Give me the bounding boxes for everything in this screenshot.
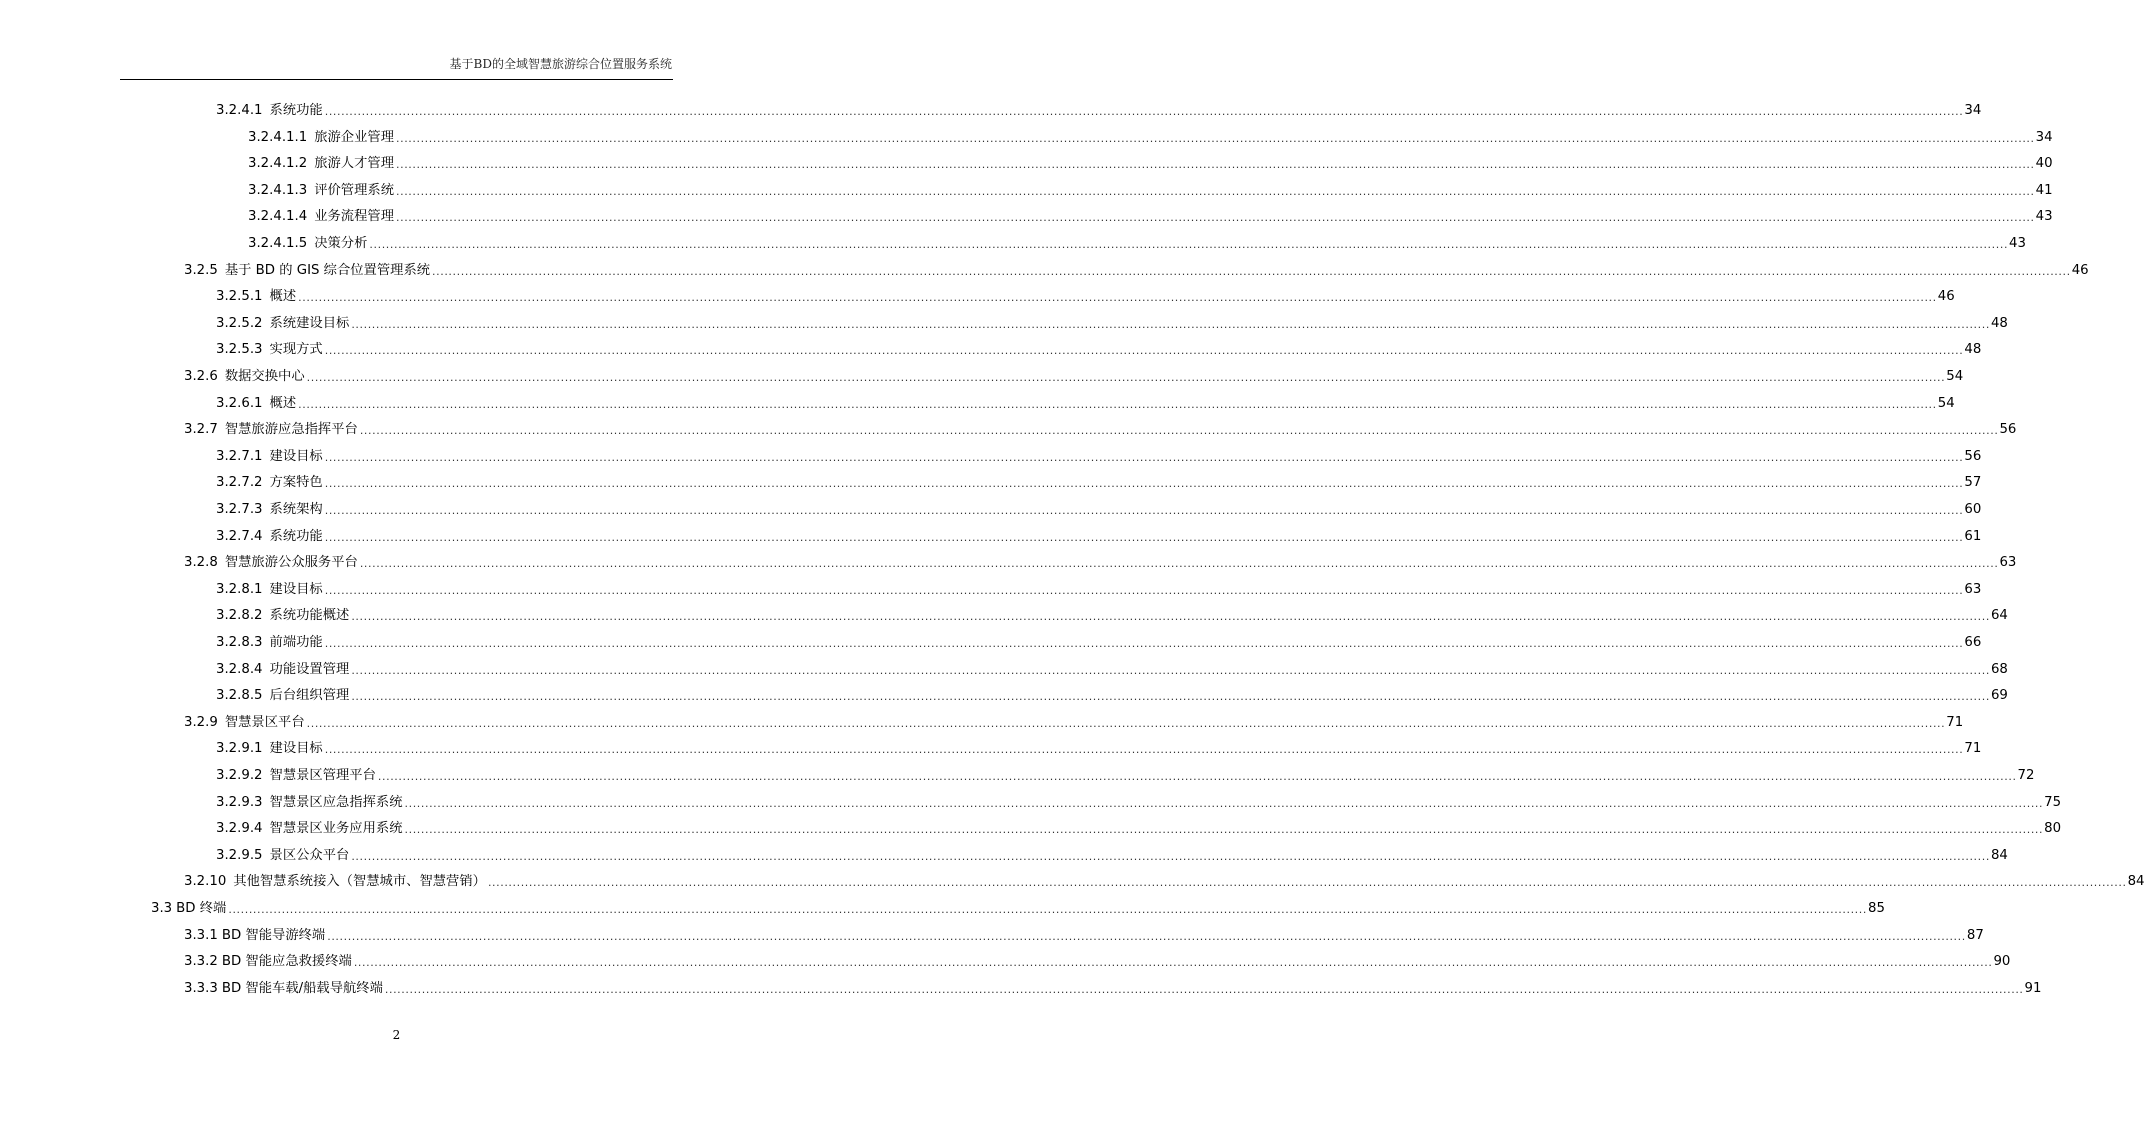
toc-entry-title: 建设目标 bbox=[269, 448, 323, 464]
toc-entry-title: BD 智能车载/船载导航终端 bbox=[221, 980, 383, 996]
toc-entry-title: 前端功能 bbox=[269, 635, 323, 650]
toc-entry-title: 智慧景区平台 bbox=[224, 714, 305, 730]
header-rule bbox=[120, 79, 673, 80]
toc-entry-number: 3.2.9.3 bbox=[216, 794, 263, 810]
toc-entry[interactable] bbox=[216, 763, 2035, 789]
toc-entry-title: 景区公众平台 bbox=[269, 847, 350, 863]
toc-entry-title: 旅游企业管理 bbox=[314, 129, 394, 145]
toc-entry-number: 3.2.8.1 bbox=[216, 581, 263, 597]
toc-dot-leader: ................................................................................................................................................................................................................................................................................................................................................................................................................ bbox=[324, 477, 1964, 491]
toc-entry-page: 64 bbox=[1990, 608, 2008, 624]
toc-entry-title: 系统功能 bbox=[269, 528, 323, 544]
toc-entry-title: BD 智能导游终端 bbox=[221, 927, 326, 943]
toc-entry-page: 84 bbox=[1990, 847, 2008, 863]
toc-entry-title: 系统功能 bbox=[269, 103, 323, 118]
toc-entry[interactable] bbox=[216, 98, 1982, 124]
toc-entry-page: 54 bbox=[1937, 395, 1955, 411]
toc-dot-leader: ................................................................................................................................................................................................................................................................................................................................................................................................................ bbox=[324, 743, 1964, 757]
toc-entry[interactable] bbox=[216, 391, 1955, 417]
toc-entry-number: 3.2.6 bbox=[184, 369, 218, 384]
toc-entry-title: 概述 bbox=[269, 395, 297, 411]
toc-entry[interactable] bbox=[248, 204, 2053, 230]
toc-entry-page: 75 bbox=[2044, 794, 2062, 810]
toc-entry-title: 方案特色 bbox=[269, 475, 323, 491]
toc-entry-title: 建设目标 bbox=[269, 581, 323, 597]
toc-dot-leader: ................................................................................................................................................................................................................................................................................................................................................................................................................ bbox=[228, 903, 1867, 916]
toc-dot-leader: ................................................................................................................................................................................................................................................................................................................................................................................................................ bbox=[404, 796, 2044, 810]
toc-entry-title: 业务流程管理 bbox=[314, 209, 394, 225]
toc-dot-leader: ................................................................................................................................................................................................................................................................................................................................................................................................................ bbox=[404, 823, 2044, 837]
toc-entry[interactable] bbox=[248, 178, 2053, 204]
toc-entry-title: 智慧景区应急指挥系统 bbox=[269, 794, 403, 810]
toc-entry-title: 旅游人才管理 bbox=[314, 156, 394, 172]
toc-entry-page: 46 bbox=[1937, 289, 1955, 305]
toc-entry-title: 决策分析 bbox=[314, 236, 368, 251]
toc-entry-page: 87 bbox=[1966, 927, 1984, 943]
toc-entry-title: 实现方式 bbox=[269, 342, 323, 358]
toc-dot-leader: ................................................................................................................................................................................................................................................................................................................................................................................................................ bbox=[324, 637, 1964, 650]
toc-dot-leader: ................................................................................................................................................................................................................................................................................................................................................................................................................ bbox=[324, 583, 1964, 597]
toc-entry-title: 智慧旅游公众服务平台 bbox=[224, 555, 358, 571]
toc-entry-number: 3.3.3 bbox=[184, 980, 218, 996]
toc-entry[interactable] bbox=[248, 231, 2026, 257]
toc-dot-leader: ................................................................................................................................................................................................................................................................................................................................................................................................................ bbox=[306, 716, 1946, 730]
toc-entry[interactable] bbox=[184, 976, 2042, 1002]
toc-entry-page: 91 bbox=[2024, 980, 2042, 996]
toc-entry[interactable] bbox=[216, 337, 1982, 363]
toc-entry-page: 60 bbox=[1964, 502, 1982, 517]
toc-entry-page: 34 bbox=[2035, 129, 2053, 145]
toc-entry[interactable] bbox=[216, 630, 1982, 656]
toc-entry[interactable] bbox=[216, 444, 1982, 470]
toc-entry-page: 48 bbox=[1990, 315, 2008, 331]
toc-entry[interactable] bbox=[184, 869, 2145, 895]
toc-entry-title: 建设目标 bbox=[269, 741, 323, 757]
toc-entry[interactable] bbox=[248, 125, 2053, 151]
toc-entry[interactable] bbox=[216, 603, 2008, 629]
toc-entry-page: 71 bbox=[1964, 741, 1982, 757]
toc-dot-leader: ................................................................................................................................................................................................................................................................................................................................................................................................................ bbox=[487, 876, 2127, 890]
toc-entry-page: 56 bbox=[1999, 422, 2017, 438]
toc-entry-number: 3.2.5.3 bbox=[216, 342, 263, 358]
toc-entry-page: 80 bbox=[2044, 821, 2062, 837]
toc-entry-title: 智慧景区管理平台 bbox=[269, 768, 376, 783]
toc-entry[interactable] bbox=[216, 284, 1955, 310]
toc-entry-page: 40 bbox=[2035, 156, 2053, 172]
toc-entry-number: 3.2.5.2 bbox=[216, 315, 263, 331]
toc-entry-page: 63 bbox=[1999, 555, 2017, 571]
toc-entry-title: 评价管理系统 bbox=[314, 182, 394, 198]
toc-entry[interactable] bbox=[184, 949, 2011, 975]
toc-dot-leader: ................................................................................................................................................................................................................................................................................................................................................................................................................ bbox=[351, 610, 1990, 624]
toc-entry[interactable] bbox=[216, 524, 1982, 550]
toc-entry-page: 66 bbox=[1964, 635, 1982, 650]
toc-entry-page: 63 bbox=[1964, 581, 1982, 597]
toc-entry-number: 3.2.5 bbox=[184, 262, 218, 278]
toc-entry-number: 3.2.8.5 bbox=[216, 688, 263, 704]
toc-dot-leader: ................................................................................................................................................................................................................................................................................................................................................................................................................ bbox=[298, 397, 1937, 411]
toc-dot-leader: ................................................................................................................................................................................................................................................................................................................................................................................................................ bbox=[306, 371, 1946, 384]
toc-dot-leader: ................................................................................................................................................................................................................................................................................................................................................................................................................ bbox=[384, 982, 2024, 996]
toc-entry-title: 智慧景区业务应用系统 bbox=[269, 821, 403, 837]
toc-entry[interactable] bbox=[184, 550, 2017, 576]
toc-entry-number: 3.2.8.4 bbox=[216, 661, 263, 677]
toc-entry-title: 系统建设目标 bbox=[269, 315, 350, 331]
page-header-title: 基于BD的全域智慧旅游综合位置服务系统 bbox=[449, 57, 672, 71]
toc-entry-title: 其他智慧系统接入（智慧城市、智慧营销） bbox=[233, 874, 486, 890]
toc-dot-leader: ................................................................................................................................................................................................................................................................................................................................................................................................................ bbox=[396, 158, 2035, 172]
toc-dot-leader: ................................................................................................................................................................................................................................................................................................................................................................................................................ bbox=[351, 849, 1990, 863]
toc-entry-number: 3.3.1 bbox=[184, 927, 218, 943]
toc-dot-leader: ................................................................................................................................................................................................................................................................................................................................................................................................................ bbox=[377, 770, 2017, 783]
toc-entry-title: 基于 BD 的 GIS 综合位置管理系统 bbox=[224, 262, 431, 278]
toc-entry-title: 数据交换中心 bbox=[224, 369, 305, 384]
toc-dot-leader: ................................................................................................................................................................................................................................................................................................................................................................................................................ bbox=[353, 956, 1993, 970]
toc-entry-title: BD 智能应急救援终端 bbox=[221, 954, 352, 970]
toc-entry-title: 概述 bbox=[269, 289, 297, 305]
toc-entry-title: 功能设置管理 bbox=[269, 661, 350, 677]
page-number: 2 bbox=[392, 1028, 401, 1042]
toc-entry-page: 46 bbox=[2071, 262, 2089, 278]
toc-entry-page: 71 bbox=[1946, 714, 1964, 730]
toc-dot-leader: ................................................................................................................................................................................................................................................................................................................................................................................................................ bbox=[327, 929, 1966, 943]
toc-entry-page: 69 bbox=[1990, 688, 2008, 704]
toc-entry-title: BD 终端 bbox=[176, 901, 227, 916]
toc-entry[interactable] bbox=[216, 577, 1982, 603]
toc-entry-page: 56 bbox=[1964, 448, 1982, 464]
toc-dot-leader: ................................................................................................................................................................................................................................................................................................................................................................................................................ bbox=[432, 264, 2071, 278]
toc-dot-leader: ................................................................................................................................................................................................................................................................................................................................................................................................................ bbox=[359, 557, 1999, 571]
toc-entry-number: 3.2.4.1.1 bbox=[248, 129, 308, 145]
toc-entry-number: 3.2.4.1 bbox=[216, 103, 263, 118]
toc-dot-leader: ................................................................................................................................................................................................................................................................................................................................................................................................................ bbox=[351, 690, 1990, 704]
toc-dot-leader: ................................................................................................................................................................................................................................................................................................................................................................................................................ bbox=[351, 663, 1990, 677]
toc-entry[interactable] bbox=[216, 311, 2008, 337]
toc-entry[interactable] bbox=[216, 790, 2062, 816]
toc-entry-title: 后台组织管理 bbox=[269, 688, 350, 704]
toc-entry-title: 系统架构 bbox=[269, 502, 323, 517]
toc-entry-number: 3.2.4.1.2 bbox=[248, 156, 308, 172]
toc-entry-number: 3.2.8.2 bbox=[216, 608, 263, 624]
toc-entry-page: 90 bbox=[1993, 954, 2011, 970]
toc-entry[interactable] bbox=[216, 497, 1982, 523]
toc-dot-leader: ................................................................................................................................................................................................................................................................................................................................................................................................................ bbox=[396, 131, 2035, 145]
toc-entry-number: 3.2.7.1 bbox=[216, 448, 263, 464]
toc-dot-leader: ................................................................................................................................................................................................................................................................................................................................................................................................................ bbox=[324, 504, 1964, 517]
toc-entry-number: 3.2.5.1 bbox=[216, 289, 263, 305]
toc-entry-number: 3.2.9.5 bbox=[216, 847, 263, 863]
toc-entry-number: 3.2.4.1.3 bbox=[248, 182, 308, 198]
toc-entry-page: 41 bbox=[2035, 182, 2053, 198]
toc-dot-leader: ................................................................................................................................................................................................................................................................................................................................................................................................................ bbox=[324, 450, 1964, 464]
toc-entry-number: 3.2.10 bbox=[184, 874, 227, 890]
toc-entry[interactable] bbox=[216, 683, 2008, 709]
toc-dot-leader: ................................................................................................................................................................................................................................................................................................................................................................................................................ bbox=[369, 238, 2009, 251]
toc-entry-number: 3.2.4.1.4 bbox=[248, 209, 308, 225]
toc-entry[interactable] bbox=[248, 151, 2053, 177]
toc-entry-page: 57 bbox=[1964, 475, 1982, 491]
toc-entry[interactable] bbox=[184, 710, 1964, 736]
toc-entry[interactable] bbox=[216, 736, 1982, 762]
toc-entry-page: 68 bbox=[1990, 661, 2008, 677]
toc-entry[interactable] bbox=[216, 470, 1982, 496]
toc-entry-page: 34 bbox=[1964, 103, 1982, 118]
toc-entry-page: 54 bbox=[1946, 369, 1964, 384]
toc-entry-page: 85 bbox=[1867, 901, 1885, 916]
toc-entry-number: 3.2.9 bbox=[184, 714, 218, 730]
toc-entry-page: 43 bbox=[2009, 236, 2026, 251]
toc-entry-page: 72 bbox=[2017, 768, 2035, 783]
toc-entry-page: 61 bbox=[1964, 528, 1982, 544]
toc-entry-number: 3.2.7.2 bbox=[216, 475, 263, 491]
toc-dot-leader: ................................................................................................................................................................................................................................................................................................................................................................................................................ bbox=[324, 530, 1964, 544]
toc-entry-title: 系统功能概述 bbox=[269, 608, 350, 624]
toc-entry[interactable] bbox=[184, 417, 2017, 443]
toc-dot-leader: ................................................................................................................................................................................................................................................................................................................................................................................................................ bbox=[298, 291, 1937, 305]
toc-entry-number: 3.3 bbox=[151, 901, 173, 916]
toc-entry-page: 43 bbox=[2035, 209, 2053, 225]
toc-entry-page: 48 bbox=[1964, 342, 1982, 358]
toc-dot-leader: ................................................................................................................................................................................................................................................................................................................................................................................................................ bbox=[324, 105, 1964, 118]
toc-dot-leader: ................................................................................................................................................................................................................................................................................................................................................................................................................ bbox=[324, 344, 1964, 358]
toc-entry-number: 3.2.7 bbox=[184, 422, 218, 438]
toc-entry[interactable] bbox=[184, 923, 1984, 949]
toc-entry[interactable] bbox=[184, 258, 2089, 284]
toc-entry-number: 3.2.8 bbox=[184, 555, 218, 571]
toc-entry-number: 3.2.9.1 bbox=[216, 741, 263, 757]
toc-entry[interactable] bbox=[184, 364, 1964, 390]
toc-entry-number: 3.3.2 bbox=[184, 954, 218, 970]
toc-entry[interactable] bbox=[151, 896, 1885, 922]
toc-entry-number: 3.2.9.4 bbox=[216, 821, 263, 837]
toc-entry-number: 3.2.9.2 bbox=[216, 768, 263, 783]
toc-dot-leader: ................................................................................................................................................................................................................................................................................................................................................................................................................ bbox=[396, 211, 2035, 225]
toc-entry-number: 3.2.7.3 bbox=[216, 502, 263, 517]
toc-entry[interactable] bbox=[216, 816, 2062, 842]
toc-dot-leader: ................................................................................................................................................................................................................................................................................................................................................................................................................ bbox=[396, 184, 2035, 198]
toc-entry-title: 智慧旅游应急指挥平台 bbox=[224, 422, 358, 438]
toc-entry[interactable] bbox=[216, 657, 2008, 683]
toc-entry-page: 84 bbox=[2127, 874, 2145, 890]
toc-dot-leader: ................................................................................................................................................................................................................................................................................................................................................................................................................ bbox=[351, 317, 1990, 331]
toc-dot-leader: ................................................................................................................................................................................................................................................................................................................................................................................................................ bbox=[359, 424, 1999, 438]
toc-entry-number: 3.2.8.3 bbox=[216, 635, 263, 650]
toc-entry-number: 3.2.4.1.5 bbox=[248, 236, 308, 251]
toc-entry-number: 3.2.7.4 bbox=[216, 528, 263, 544]
toc-entry-number: 3.2.6.1 bbox=[216, 395, 263, 411]
toc-entry[interactable] bbox=[216, 843, 2008, 869]
